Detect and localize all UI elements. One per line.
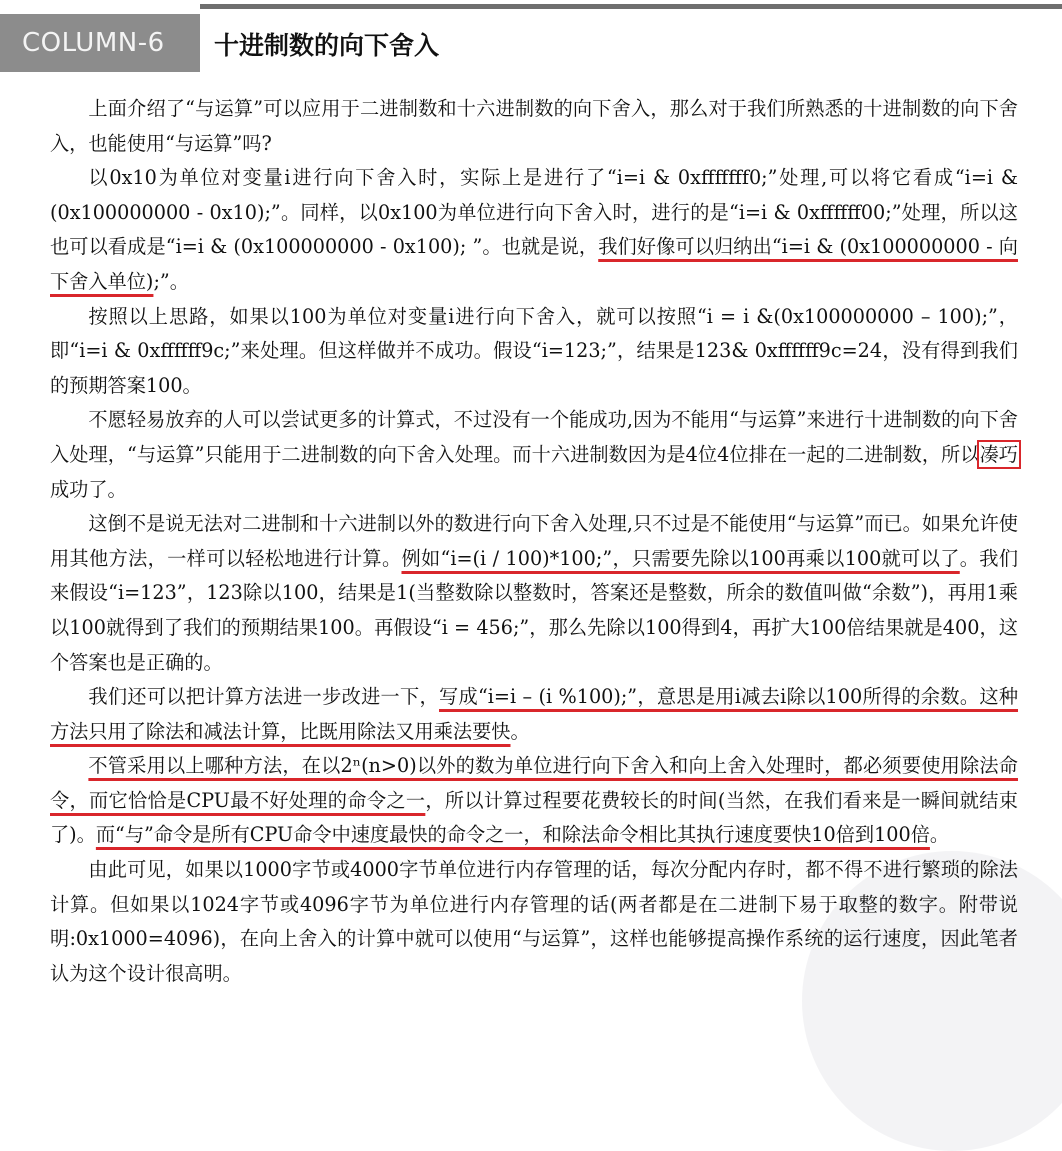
article-body — [50, 92, 1018, 991]
underlined-text: 不管采用以上哪种方法，在以2ⁿ(n>0)以外的数为单位进行向下舍入和向上舍入处理时，都必须要使用除法命令，而它恰恰是CPU最不好处理的命令之一 — [50, 754, 1018, 812]
paragraph — [50, 507, 1018, 680]
text-run: 上面介绍了“与运算”可以应用于二进制数和十六进制数的向下舍入，那么对于我们所熟悉的十进制数的向下舍入，也能使用“与运算”吗? — [50, 97, 1018, 155]
text-run: 成功了。 — [50, 477, 127, 501]
underlined-text: 例如“i=(i / 100)*100;”，只需要先除以100再乘以100就可以了 — [401, 546, 960, 570]
underlined-text: 写成“i=i – (i %100);”，意思是用i减去i除以100所得的余数。这种方法只用了除法和减法计算，比既用除法又用乘法要快 — [50, 685, 1019, 743]
text-run: ，所以计算过程要花费较长的时间(当然，在我们看来是一瞬间就结束了)。 — [50, 788, 1018, 847]
paragraph — [50, 92, 1018, 161]
text-run: 以0x10为单位对变量i进行向下舍入时，实际上是进行了“i=i & 0xfffffff0;”处理,可以将它看成“i=i &(0x100000000 - 0x10);”。同样，以0x100为单位进行向下舍入时，进行的是“i=i & 0xffffff00;”处理，所以这也可以看成是“i=i & (0x100000000 - 0x100); ”。也就是说， — [50, 166, 1018, 259]
paragraph — [50, 680, 1018, 749]
paragraph — [50, 161, 1018, 299]
text-run: 不愿轻易放弃的人可以尝试更多的计算式，不过没有一个能成功,因为不能用“与运算”来进行十进制数的向下舍入处理，“与运算”只能用于二进制数的向下舍入处理。而十六进制数因为是4位4位排在一起的二进制数，所以 — [50, 408, 1018, 466]
underlined-text: 我们好像可以归纳出“i=i & (0x100000000 - 向下舍入单位) — [50, 235, 1018, 293]
text-run: ;”。 — [153, 269, 189, 293]
underlined-text: 而“与”命令是所有CPU命令中速度最快的命令之一，和除法命令相比其执行速度要快10倍到100倍 — [95, 823, 930, 847]
text-run: 按照以上思路，如果以100为单位对变量i进行向下舍入，就可以按照“i = i &(0x100000000 – 100);”，即“i=i & 0xffffff9c;”来处理。但这样做并不成功。假设“i=123;”，结果是123& 0xffffff9c=24，没有得到我们的预期答案100。 — [50, 304, 1018, 397]
text-run: 。 — [929, 823, 950, 847]
text-run: 我们还可以把计算方法进一步改进一下， — [88, 685, 439, 709]
text-run: 这倒不是说无法对二进制和十六进制以外的数进行向下舍入处理,只不过是不能使用“与运算”而已。如果允许使用其他方法，一样可以轻松地进行计算。 — [50, 512, 1018, 570]
column-badge: COLUMN-6 — [0, 14, 200, 72]
paragraph — [50, 403, 1018, 507]
boxed-text: 凑巧 — [979, 442, 1018, 466]
paragraph — [50, 300, 1018, 404]
text-run: 。我们来假设“i=123”，123除以100，结果是1(当整数除以整数时，答案还是整数，所余的数值叫做“余数”)，再用1乘以100就得到了我们的预期结果100。再假设“i = 456;”，那么先除以100得到4，再扩大100倍结果就是400，这个答案也是正确的。 — [50, 546, 1019, 674]
paragraph — [50, 853, 1018, 991]
paragraph — [50, 749, 1018, 853]
text-run: 。 — [510, 719, 530, 743]
column-title: 十进制数的向下舍入 — [214, 31, 440, 60]
header-rule — [200, 4, 1062, 9]
text-run: 由此可见，如果以1000字节或4000字节单位进行内存管理的话，每次分配内存时，都不得不进行繁琐的除法计算。但如果以1024字节或4096字节为单位进行内存管理的话(两者都是在二进制下易于取整的数字。附带说明:0x1000=4096)，在向上舍入的计算中就可以使用“与运算”，这样也能够提高操作系统的运行速度，因此笔者认为这个设计很高明。 — [50, 858, 1018, 985]
